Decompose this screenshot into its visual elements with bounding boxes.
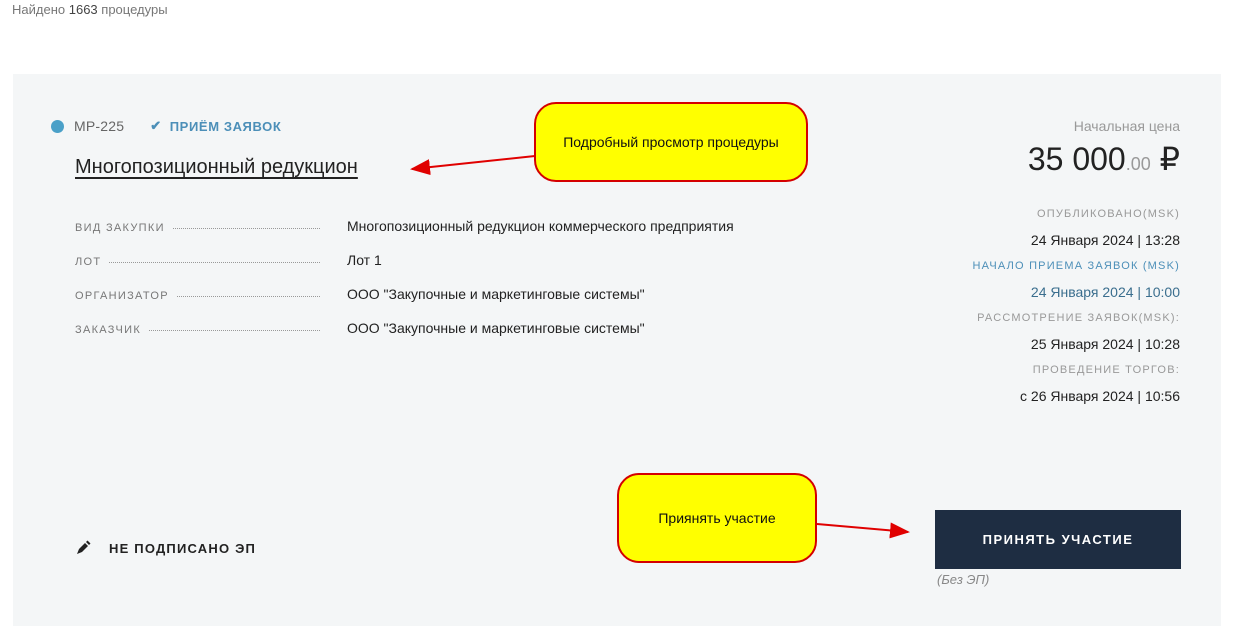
date-label: ПРОВЕДЕНИЕ ТОРГОВ: bbox=[1032, 364, 1180, 376]
property-label: ОРГАНИЗАТОР bbox=[75, 290, 169, 302]
results-count-prefix: Найдено bbox=[12, 2, 66, 17]
dates-list bbox=[973, 208, 1181, 404]
status-badge bbox=[150, 118, 281, 134]
pen-icon bbox=[75, 540, 91, 556]
procedure-properties bbox=[75, 218, 734, 354]
price-label: Начальная цена bbox=[1073, 118, 1180, 134]
property-row bbox=[75, 320, 734, 354]
results-count-number: 1663 bbox=[68, 2, 98, 17]
price-main: 35 000 bbox=[1027, 141, 1126, 177]
dotted-leader bbox=[173, 228, 320, 229]
date-value: 25 Января 2024 | 10:28 bbox=[1030, 336, 1180, 352]
property-value: ООО "Закупочные и маркетинговые системы" bbox=[347, 286, 645, 302]
signature-status bbox=[75, 540, 256, 556]
price-and-dates bbox=[973, 118, 1181, 416]
dotted-leader bbox=[177, 296, 320, 297]
dotted-leader bbox=[109, 262, 320, 263]
price-cents: .00 bbox=[1125, 154, 1151, 174]
property-label: ЛОТ bbox=[75, 256, 102, 268]
date-value: с 26 Января 2024 | 10:56 bbox=[1020, 388, 1180, 404]
property-value: Многопозиционный редукцион коммерческого предприятия bbox=[347, 218, 734, 234]
status-dot-icon bbox=[51, 120, 64, 133]
procedure-meta bbox=[51, 118, 281, 134]
procedure-code: МР-225 bbox=[74, 118, 125, 134]
procedure-title-link[interactable]: Многопозиционный редукцион bbox=[75, 156, 358, 178]
currency-icon: ₽ bbox=[1159, 141, 1180, 177]
date-value: 24 Января 2024 | 10:00 bbox=[1030, 284, 1180, 300]
property-row bbox=[75, 286, 734, 320]
signature-status-label: НЕ ПОДПИСАНО ЭП bbox=[109, 540, 257, 556]
participate-note: (Без ЭП) bbox=[937, 572, 990, 587]
callout-participate: Приянять участие bbox=[617, 473, 817, 563]
status-label: ПРИЁМ ЗАЯВОК bbox=[169, 118, 282, 134]
results-count bbox=[12, 2, 168, 17]
check-icon: ✔ bbox=[150, 118, 162, 133]
property-value: Лот 1 bbox=[347, 252, 382, 268]
property-value: ООО "Закупочные и маркетинговые системы" bbox=[347, 320, 645, 336]
results-count-suffix: процедуры bbox=[101, 2, 168, 17]
participate-button[interactable]: ПРИНЯТЬ УЧАСТИЕ bbox=[935, 510, 1181, 569]
callout-details: Подробный просмотр процедуры bbox=[534, 102, 808, 182]
dotted-leader bbox=[149, 330, 320, 331]
property-label: ВИД ЗАКУПКИ bbox=[75, 222, 165, 234]
date-value: 24 Января 2024 | 13:28 bbox=[1030, 232, 1180, 248]
property-row bbox=[75, 218, 734, 252]
start-price bbox=[973, 140, 1181, 178]
date-label: РАССМОТРЕНИЕ ЗАЯВОК(MSK): bbox=[977, 312, 1180, 324]
date-label: НАЧАЛО ПРИЕМА ЗАЯВОК (MSK) bbox=[972, 260, 1180, 272]
property-row bbox=[75, 252, 734, 286]
date-label: ОПУБЛИКОВАНО(MSK) bbox=[1036, 208, 1180, 220]
property-label: ЗАКАЗЧИК bbox=[75, 324, 142, 336]
